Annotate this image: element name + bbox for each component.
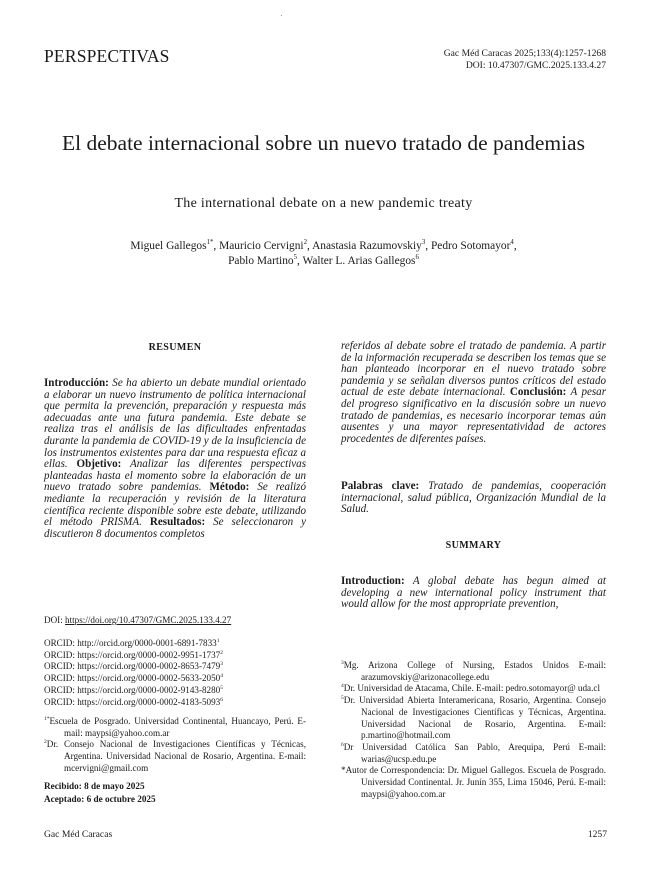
- resultados-continued: referidos al debate sobre el tratado de pandemia. A partir de la información recuperada se describen los temas que se han planteado incorporar en el nuevo tratado sobre pandemia y se señalan diversos puntos críticos del estado actual de este debate internacional.: [341, 340, 606, 399]
- affiliation: $^2$Dr. Consejo Nacional de Investigaciones Científicas y Técnicas, Argentina. Universidad Nacional de Rosario, Argentina. E-mail: mcervigni@gmail.com: [44, 739, 306, 773]
- metodo-label: Método:: [209, 481, 250, 494]
- article-doi: DOI: https://doi.org/10.47307/GMC.2025.133.4.27: [44, 615, 232, 625]
- intro-text: Se ha abierto un debate mundial orientado a elaborar un nuevo instrumento de política internacional que permita la prevención, preparación y respuesta más adecuadas ante una futura pandemia. Este debate se realiza tras el análisis de las dificultades enfrentadas durante la pandemia de COVID-19 y de la insuficiencia de los instrumentos existentes para dar una respuesta eficaz a ellas.: [44, 377, 306, 471]
- resumen-heading: RESUMEN: [148, 342, 202, 353]
- keywords-text: Tratado de pandemias, cooperación internacional, salud pública, Organización Mundial de la Salud.: [341, 480, 606, 516]
- resumen-abstract-continued: [341, 341, 606, 445]
- orcid-entry[interactable]: ORCID: http://orcid.org/0000-0001-6891-7833$^1$: [44, 637, 220, 648]
- conclusion-label: Conclusión:: [509, 386, 567, 399]
- affiliations-right: [341, 660, 606, 800]
- author: Anastasia Razumovskiy$^3$,: [312, 239, 431, 252]
- author: Pedro Sotomayor$^4$,: [430, 239, 517, 252]
- scan-artifact: [281, 15, 282, 16]
- keywords: [341, 481, 606, 516]
- author: Walter L. Arias Gallegos$^6$: [302, 253, 419, 267]
- author: Pablo Martino$^5$,: [228, 253, 303, 267]
- resultados-text: Se seleccionaron y discutieron 8 documentos completos: [44, 516, 307, 540]
- orcid-entry[interactable]: ORCID: https://orcid.org/0000-0002-4183-5093$^6$: [44, 696, 223, 707]
- doi-link[interactable]: https://doi.org/10.47307/GMC.2025.133.4.27: [65, 615, 232, 625]
- article-title: El debate internacional sobre un nuevo tratado de pandemias: [62, 131, 585, 155]
- metodo-text: Se realizó mediante la recuperación y revisión de la literatura científica reciente disponible sobre este debate, utilizando el método PRISMA.: [44, 481, 306, 529]
- objetivo-text: Analizar las diferentes perspectivas planteadas hasta el momento sobre la elaboración de un nuevo tratado sobre pandemias.: [44, 458, 306, 494]
- summary-intro-text: A global debate has begun aimed at developing a new international policy instrument that would allow for the most appropriate prevention,: [341, 575, 606, 611]
- received-date: Recibido: 8 de mayo 2025: [44, 781, 145, 791]
- header-doi: DOI: 10.47307/GMC.2025.133.4.27: [465, 60, 606, 71]
- affiliation: $^3$Mg. Arizona College of Nursing, Estados Unidos E-mail: arazumovskiy@arizonacollege.edu: [341, 659, 606, 682]
- orcid-entry[interactable]: ORCID: https://orcid.org/0000-0002-9143-8280$^5$: [44, 684, 223, 695]
- orcid-entry[interactable]: ORCID: https://orcid.org/0000-0002-5633-2050$^4$: [44, 673, 223, 684]
- orcid-entry[interactable]: ORCID: https://orcid.org/0000-0002-8653-7479$^3$: [44, 661, 223, 672]
- affiliations-left: [44, 716, 306, 775]
- resultados-label: Resultados:: [149, 516, 206, 529]
- citation-line: Gac Méd Caracas 2025;133(4):1257-1268: [443, 48, 606, 59]
- article-subtitle: The international debate on a new pandemic treaty: [174, 196, 473, 211]
- page-number: 1257: [587, 829, 607, 840]
- objetivo-label: Objetivo:: [76, 458, 122, 471]
- author: Mauricio Cervigni$^2$,: [219, 239, 313, 252]
- resumen-abstract: [44, 378, 306, 540]
- journal-citation: [444, 48, 606, 72]
- dates: [44, 780, 306, 806]
- summary-abstract: [341, 576, 606, 611]
- orcid-list: [44, 638, 306, 708]
- orcid-entry[interactable]: ORCID: https://orcid.org/0000-0002-9951-1737$^2$: [44, 649, 223, 660]
- author-list: [60, 239, 587, 268]
- affiliation: $^6$Dr Universidad Católica San Pablo, Arequipa, Perú E-mail: warias@ucsp.edu.pe: [341, 741, 606, 764]
- summary-heading: SUMMARY: [445, 540, 502, 551]
- keywords-label: Palabras clave:: [341, 480, 420, 492]
- affiliation: $^{1*}$Escuela de Posgrado. Universidad Continental, Huancayo, Perú. E-mail: maypsi@yahoo.com.ar: [44, 715, 306, 738]
- accepted-date: Aceptado: 6 de octubre 2025: [44, 794, 156, 804]
- affiliation: $^5$Dr. Universidad Abierta Interamericana, Rosario, Argentina. Consejo Nacional de Investigaciones Científicas y Técnicas, Argentina. Universidad Nacional de Rosario, Argentina. E-mail: p.martino@hotmail.com: [341, 695, 606, 741]
- intro-label: Introducción:: [44, 377, 109, 389]
- footer-journal: Gac Méd Caracas: [44, 829, 113, 840]
- summary-intro-label: Introduction:: [341, 575, 405, 587]
- author: Miguel Gallegos$^{1*}$,: [130, 239, 220, 252]
- affiliation: $^4$Dr. Universidad de Atacama, Chile. E-mail: pedro.sotomayor@ uda.cl: [341, 683, 600, 694]
- corresponding-author: *Autor de Correspondencia: Dr. Miguel Gallegos. Escuela de Posgrado. Universidad Continental. Jr. Junín 355, Lima 15046, Perú. E-mail: maypsi@yahoo.com.ar: [341, 765, 606, 799]
- conclusion-text: A pesar del progreso significativo en la discusión sobre un nuevo tratado de pandemias, es necesario incorporar temas aún ausentes y una mayor representatividad de actores procedentes de diferentes países.: [341, 386, 607, 445]
- section-label: PERSPECTIVAS: [44, 46, 170, 66]
